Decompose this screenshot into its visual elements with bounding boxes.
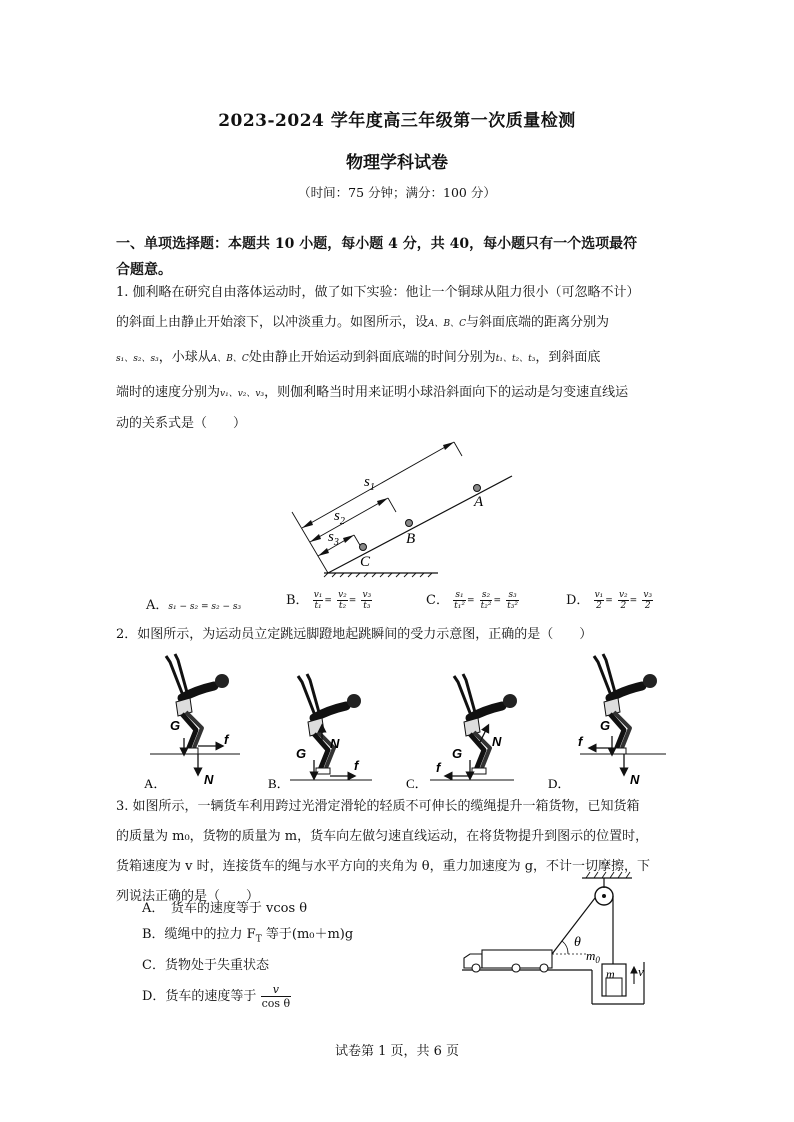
- q1-line4-b: ，则伽利略当时用来证明小球沿斜面向下的运动是匀变速直线运: [264, 385, 629, 400]
- q1-line4-v: v₁、v₂、v₃: [220, 389, 265, 399]
- q1-d-frac2: $\frac{\text{v₂}}{2}$: [618, 590, 628, 611]
- q3-line3: 货箱速度为 v 时，连接货车的绳与水平方向的夹角为 θ，重力加速度为 g，不计一切摩擦，下: [116, 859, 651, 874]
- q1-line2-abc: A、B、C: [428, 319, 467, 329]
- q1-line2-b: 与斜面底端的距离分别为: [466, 315, 610, 330]
- q1-option-c-label: C．: [426, 593, 449, 608]
- label-a: A: [474, 494, 484, 510]
- s1-arrow-right: [443, 442, 454, 450]
- s1-dimension-line: [302, 442, 454, 528]
- q2-label-d: D．: [548, 776, 571, 790]
- page-footer: 试卷第 1 页，共 6 页: [334, 1044, 460, 1059]
- q1-line3-s: s₁、s₂、s₃: [116, 354, 159, 364]
- q1-b-frac1: $\frac{\text{v₁}}{\text{t₁}}$: [313, 590, 323, 611]
- q1-c-frac3: $\frac{\text{s₃}}{\text{t₃²}}$: [507, 590, 518, 611]
- exam-subtitle: 物理学科试卷: [346, 153, 448, 173]
- q2-figure-c: [406, 674, 517, 790]
- svg-text:G: G: [452, 746, 463, 761]
- q1-c-frac1: $\frac{\text{s₁}}{\text{t₁²}}$: [454, 590, 465, 611]
- q1-option-b-label: B．: [286, 593, 309, 608]
- q1-line3-c: ，到斜面底: [535, 350, 601, 365]
- q3-option-a[interactable]: A． 货车的速度等于 vcos θ: [142, 901, 308, 916]
- incline-surface: [328, 476, 512, 573]
- s3-arrow-left: [318, 548, 329, 556]
- svg-text:G: G: [600, 718, 611, 733]
- s2-arrow-right: [377, 498, 388, 506]
- q1-line1: 1. 伽利略在研究自由落体运动时，做了如下实验：他让一个铜球从阻力很小（可忽略不计）: [116, 285, 640, 300]
- svg-text:N: N: [630, 772, 640, 787]
- q1-line3-abc: A、B、C: [210, 354, 249, 364]
- q1-option-a-expr: s₁ − s₂ = s₂ − s₃: [168, 602, 242, 612]
- q2-force-figures: [140, 650, 680, 790]
- svg-text:G: G: [296, 746, 307, 761]
- q1-option-a[interactable]: [146, 594, 241, 613]
- label-s3: $s_3$: [328, 529, 339, 548]
- q1-line5: 动的关系式是（ ）: [116, 416, 247, 431]
- q3-option-c[interactable]: C．货物处于失重状态: [142, 957, 269, 973]
- q3-line4: 列说法正确的是（ ）: [116, 889, 260, 904]
- q3-option-b[interactable]: B．缆绳中的拉力 $F_T$ 等于(m₀＋m)g: [142, 927, 354, 945]
- q2-figure-d: [548, 654, 666, 790]
- q3-line2: 的质量为 m₀，货物的质量为 m，货车向左做匀速直线运动，在将货物提升到图示的位置时，: [116, 829, 649, 844]
- q1-option-c[interactable]: C． $\frac{\text{s₁}}{\text{t₁²}}$ = $\frac{\text{s₂}}{\text{t₂²}}$ = $\frac{\text{s₃}}{\text{t₃²}}$: [426, 590, 518, 611]
- q3-d-frac: $\frac{v}{\text{cos θ}}$: [261, 982, 291, 1010]
- svg-text:N: N: [492, 734, 502, 749]
- q1-line2: [116, 308, 686, 339]
- svg-text:G: G: [170, 718, 181, 733]
- q1-option-d[interactable]: D． $\frac{\text{v₁}}{2}$ = $\frac{\text{v₂}}{2}$ = $\frac{\text{v₃}}{2}$: [566, 590, 653, 611]
- svg-text:N: N: [204, 772, 214, 787]
- q1-line3: [116, 343, 686, 374]
- s1-arrow-left: [302, 520, 313, 528]
- q2-line1: 2．如图所示，为运动员立定跳远脚蹬地起跳瞬间的受力示意图，正确的是（ ）: [116, 627, 593, 642]
- q1-b-frac3: $\frac{\text{v₃}}{\text{t₃}}$: [362, 590, 372, 611]
- q2-figure-b: [268, 674, 372, 790]
- section-heading: [116, 231, 690, 283]
- label-b: B: [406, 531, 416, 547]
- label-m0: $m_0$: [586, 948, 600, 965]
- q1-line4: [116, 378, 686, 409]
- svg-text:f: f: [436, 760, 441, 775]
- q3-line1: 3. 如图所示，一辆货车利用跨过光滑定滑轮的轻质不可伸长的缆绳提升一箱货物，已知货箱: [116, 799, 640, 814]
- ball-b: [406, 520, 413, 527]
- q1-line2-a: 的斜面上由静止开始滚下，以冲淡重力。如图所示，设: [116, 315, 429, 330]
- q1-line4-a: 端时的速度分别为: [116, 385, 221, 400]
- exam-time-info: （时间：75 分钟；满分：100 分）: [298, 185, 496, 200]
- q1-text: [116, 278, 686, 439]
- q1-c-frac2: $\frac{\text{s₂}}{\text{t₂²}}$: [480, 590, 492, 611]
- q1-b-frac2: $\frac{\text{v₂}}{\text{t₂}}$: [338, 590, 347, 611]
- ball-c: [360, 544, 367, 551]
- q2-label-c: C．: [406, 776, 428, 790]
- q3-pulley-figure: [456, 870, 666, 1018]
- q1-incline-figure: [288, 436, 520, 578]
- svg-text:f: f: [578, 734, 583, 749]
- q1-option-b[interactable]: B． $\frac{\text{v₁}}{\text{t₁}}$ = $\frac{\text{v₂}}{\text{t₂}}$ = $\frac{\text{v₃}}{\text{t₃}}$: [286, 590, 372, 611]
- q2-label-a: A．: [144, 776, 167, 790]
- q1-d-frac3: $\frac{\text{v₃}}{2}$: [643, 590, 653, 611]
- q1-option-d-label: D．: [566, 593, 590, 608]
- label-s1: $s_1$: [364, 474, 375, 493]
- q2-label-b: B．: [268, 776, 290, 790]
- svg-text:f: f: [354, 758, 359, 773]
- q1-option-a-label: A．: [146, 598, 169, 613]
- svg-text:f: f: [224, 732, 229, 747]
- section-heading-line2: 合题意。: [116, 262, 172, 278]
- ball-a: [474, 485, 481, 492]
- q1-line3-mid: ，小球从: [158, 350, 211, 365]
- section-heading-line1: 一、单项选择题：本题共 10 小题，每小题 4 分，共 40，每小题只有一个选项最符: [116, 236, 638, 252]
- q3-options: [142, 896, 353, 1010]
- truck: [464, 950, 552, 972]
- s3-arrow-right: [343, 535, 354, 543]
- q1-line3-t: t₁、t₂、t₃: [495, 354, 536, 364]
- q1-line3-b: 处由静止开始运动到斜面底端的时间分别为: [248, 350, 496, 365]
- svg-text:N: N: [330, 736, 340, 751]
- q1-d-frac1: $\frac{\text{v₁}}{2}$: [594, 590, 604, 611]
- q2-text: [116, 620, 686, 650]
- q3-option-d[interactable]: D．货车的速度等于 $\frac{v}{\text{cos θ}}$: [142, 982, 291, 1010]
- label-s2: $s_2$: [334, 508, 345, 527]
- label-theta: θ: [574, 935, 581, 950]
- exam-title: 2023-2024 学年度高三年级第一次质量检测: [218, 111, 576, 131]
- label-v: v: [638, 964, 644, 979]
- s2-arrow-left: [310, 534, 321, 542]
- label-c: C: [360, 554, 371, 570]
- q2-figure-a: [144, 654, 240, 790]
- s2-dimension-line: [310, 498, 388, 542]
- label-m: m: [606, 967, 615, 981]
